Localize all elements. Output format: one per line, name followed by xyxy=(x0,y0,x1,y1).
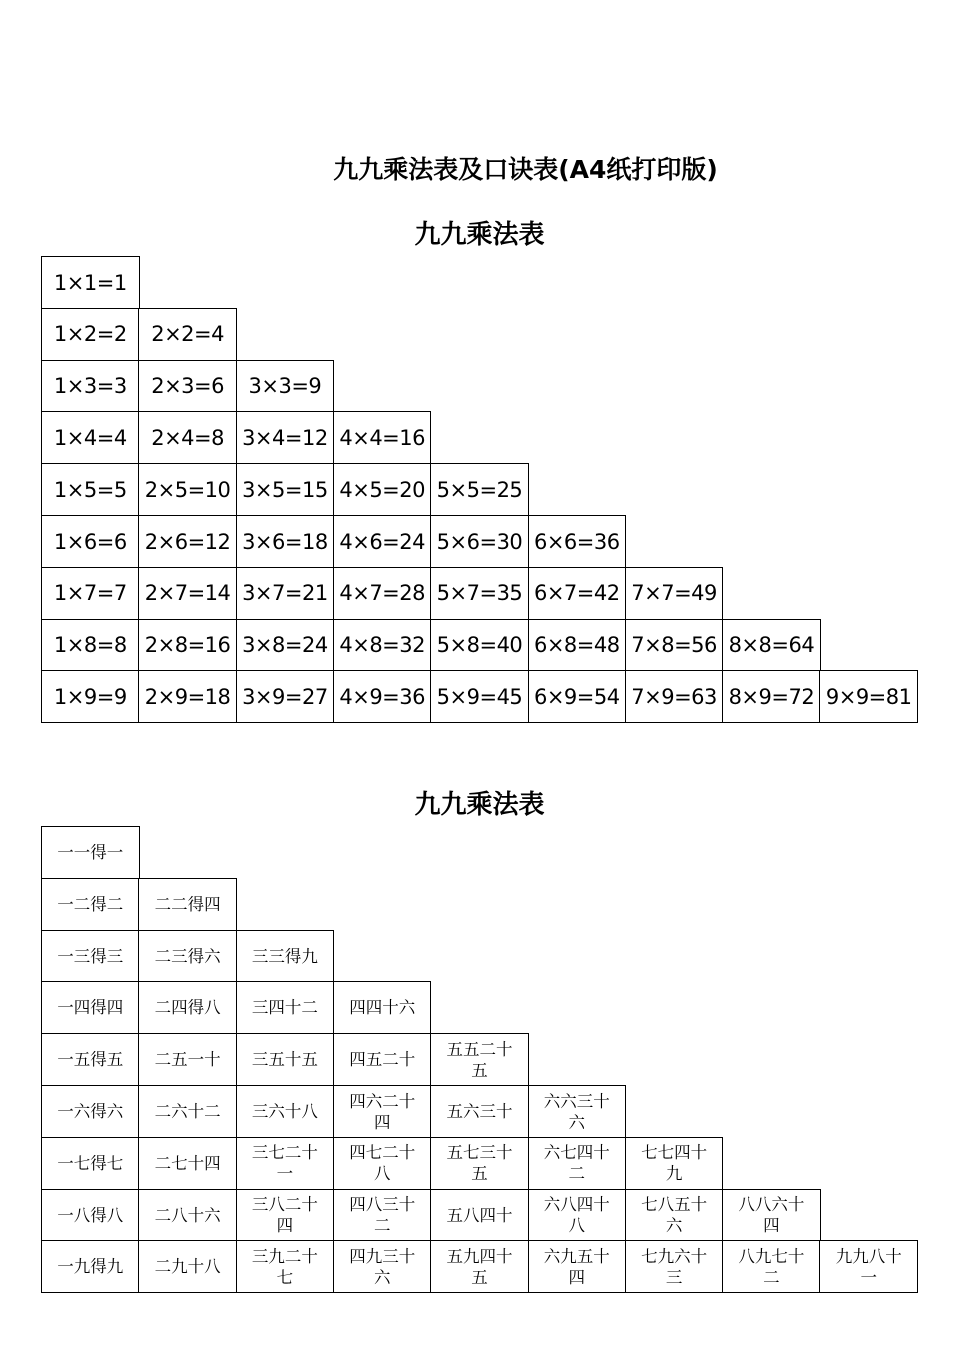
mnemonic-cell: 八八六十四 xyxy=(722,1189,821,1242)
mnemonic-cell: 一六得六 xyxy=(41,1085,140,1138)
mnemonic-cell: 三三得九 xyxy=(236,930,335,983)
mnemonic-cell: 四四十六 xyxy=(333,981,432,1034)
multiplication-cell: 1×1=1 xyxy=(41,256,140,309)
mnemonic-cell: 七七四十九 xyxy=(625,1137,724,1190)
mnemonic-cell: 二二得四 xyxy=(138,878,237,931)
multiplication-cell: 5×6=30 xyxy=(430,515,529,568)
mnemonic-cell: 一三得三 xyxy=(41,930,140,983)
multiplication-cell: 3×9=27 xyxy=(236,670,335,723)
multiplication-cell: 1×6=6 xyxy=(41,515,140,568)
mnemonic-cell: 一七得七 xyxy=(41,1137,140,1190)
mnemonic-cell: 三四十二 xyxy=(236,981,335,1034)
multiplication-cell: 2×2=4 xyxy=(138,308,237,361)
multiplication-cell: 6×6=36 xyxy=(528,515,627,568)
multiplication-cell: 8×9=72 xyxy=(722,670,821,723)
mnemonic-cell: 一五得五 xyxy=(41,1033,140,1086)
multiplication-cell: 5×9=45 xyxy=(430,670,529,723)
multiplication-cell: 8×8=64 xyxy=(722,619,821,672)
multiplication-cell: 4×7=28 xyxy=(333,567,432,620)
mnemonic-cell: 四七二十八 xyxy=(333,1137,432,1190)
mnemonic-cell: 六七四十二 xyxy=(528,1137,627,1190)
multiplication-cell: 7×9=63 xyxy=(625,670,724,723)
multiplication-cell: 3×8=24 xyxy=(236,619,335,672)
multiplication-cell: 4×4=16 xyxy=(333,411,432,464)
mnemonic-cell: 四五二十 xyxy=(333,1033,432,1086)
mnemonic-cell: 一八得八 xyxy=(41,1189,140,1242)
multiplication-cell: 2×6=12 xyxy=(138,515,237,568)
mnemonic-cell: 二五一十 xyxy=(138,1033,237,1086)
multiplication-cell: 5×5=25 xyxy=(430,463,529,516)
mnemonic-cell: 七八五十六 xyxy=(625,1189,724,1242)
mnemonic-cell: 五六三十 xyxy=(430,1085,529,1138)
multiplication-cell: 6×8=48 xyxy=(528,619,627,672)
mnemonic-cell: 四六二十四 xyxy=(333,1085,432,1138)
mnemonic-cell: 二四得八 xyxy=(138,981,237,1034)
mnemonic-cell: 五五二十五 xyxy=(430,1033,529,1086)
mnemonic-cell: 九九八十一 xyxy=(819,1240,918,1293)
mnemonic-cell: 六九五十四 xyxy=(528,1240,627,1293)
multiplication-cell: 2×4=8 xyxy=(138,411,237,464)
multiplication-cell: 7×8=56 xyxy=(625,619,724,672)
multiplication-cell: 6×9=54 xyxy=(528,670,627,723)
mnemonic-cell: 二六十二 xyxy=(138,1085,237,1138)
mnemonic-cell: 二三得六 xyxy=(138,930,237,983)
multiplication-cell: 2×3=6 xyxy=(138,360,237,413)
multiplication-cell: 3×5=15 xyxy=(236,463,335,516)
mnemonic-cell: 六六三十六 xyxy=(528,1085,627,1138)
multiplication-cell: 1×2=2 xyxy=(41,308,140,361)
multiplication-cell: 3×7=21 xyxy=(236,567,335,620)
multiplication-table-title: 九九乘法表 xyxy=(414,220,545,250)
document-title: 九九乘法表及口诀表(A4纸打印版) xyxy=(333,155,718,184)
mnemonic-cell: 三五十五 xyxy=(236,1033,335,1086)
multiplication-cell: 2×8=16 xyxy=(138,619,237,672)
multiplication-cell: 3×6=18 xyxy=(236,515,335,568)
mnemonic-cell: 三八二十四 xyxy=(236,1189,335,1242)
mnemonic-cell: 二九十八 xyxy=(138,1240,237,1293)
multiplication-cell: 2×5=10 xyxy=(138,463,237,516)
mnemonic-cell: 一九得九 xyxy=(41,1240,140,1293)
multiplication-cell: 5×7=35 xyxy=(430,567,529,620)
mnemonic-cell: 五七三十五 xyxy=(430,1137,529,1190)
multiplication-cell: 1×4=4 xyxy=(41,411,140,464)
multiplication-cell: 2×7=14 xyxy=(138,567,237,620)
mnemonic-cell: 一一得一 xyxy=(41,826,140,879)
multiplication-cell: 1×5=5 xyxy=(41,463,140,516)
multiplication-cell: 9×9=81 xyxy=(819,670,918,723)
multiplication-cell: 4×6=24 xyxy=(333,515,432,568)
mnemonic-cell: 五八四十 xyxy=(430,1189,529,1242)
multiplication-cell: 7×7=49 xyxy=(625,567,724,620)
mnemonic-cell: 七九六十三 xyxy=(625,1240,724,1293)
multiplication-cell: 1×3=3 xyxy=(41,360,140,413)
multiplication-cell: 1×9=9 xyxy=(41,670,140,723)
mnemonic-cell: 三七二十一 xyxy=(236,1137,335,1190)
mnemonic-cell: 一二得二 xyxy=(41,878,140,931)
multiplication-cell: 3×3=9 xyxy=(236,360,335,413)
multiplication-cell: 2×9=18 xyxy=(138,670,237,723)
mnemonic-cell: 二八十六 xyxy=(138,1189,237,1242)
mnemonic-cell: 四九三十六 xyxy=(333,1240,432,1293)
mnemonic-cell: 四八三十二 xyxy=(333,1189,432,1242)
mnemonic-cell: 二七十四 xyxy=(138,1137,237,1190)
multiplication-cell: 1×7=7 xyxy=(41,567,140,620)
multiplication-mnemonic-table-title: 九九乘法表 xyxy=(414,790,545,820)
multiplication-cell: 5×8=40 xyxy=(430,619,529,672)
mnemonic-cell: 一四得四 xyxy=(41,981,140,1034)
mnemonic-cell: 六八四十八 xyxy=(528,1189,627,1242)
multiplication-cell: 4×8=32 xyxy=(333,619,432,672)
multiplication-cell: 1×8=8 xyxy=(41,619,140,672)
mnemonic-cell: 三六十八 xyxy=(236,1085,335,1138)
mnemonic-cell: 八九七十二 xyxy=(722,1240,821,1293)
mnemonic-cell: 三九二十七 xyxy=(236,1240,335,1293)
multiplication-cell: 6×7=42 xyxy=(528,567,627,620)
mnemonic-cell: 五九四十五 xyxy=(430,1240,529,1293)
multiplication-cell: 3×4=12 xyxy=(236,411,335,464)
multiplication-cell: 4×5=20 xyxy=(333,463,432,516)
multiplication-cell: 4×9=36 xyxy=(333,670,432,723)
